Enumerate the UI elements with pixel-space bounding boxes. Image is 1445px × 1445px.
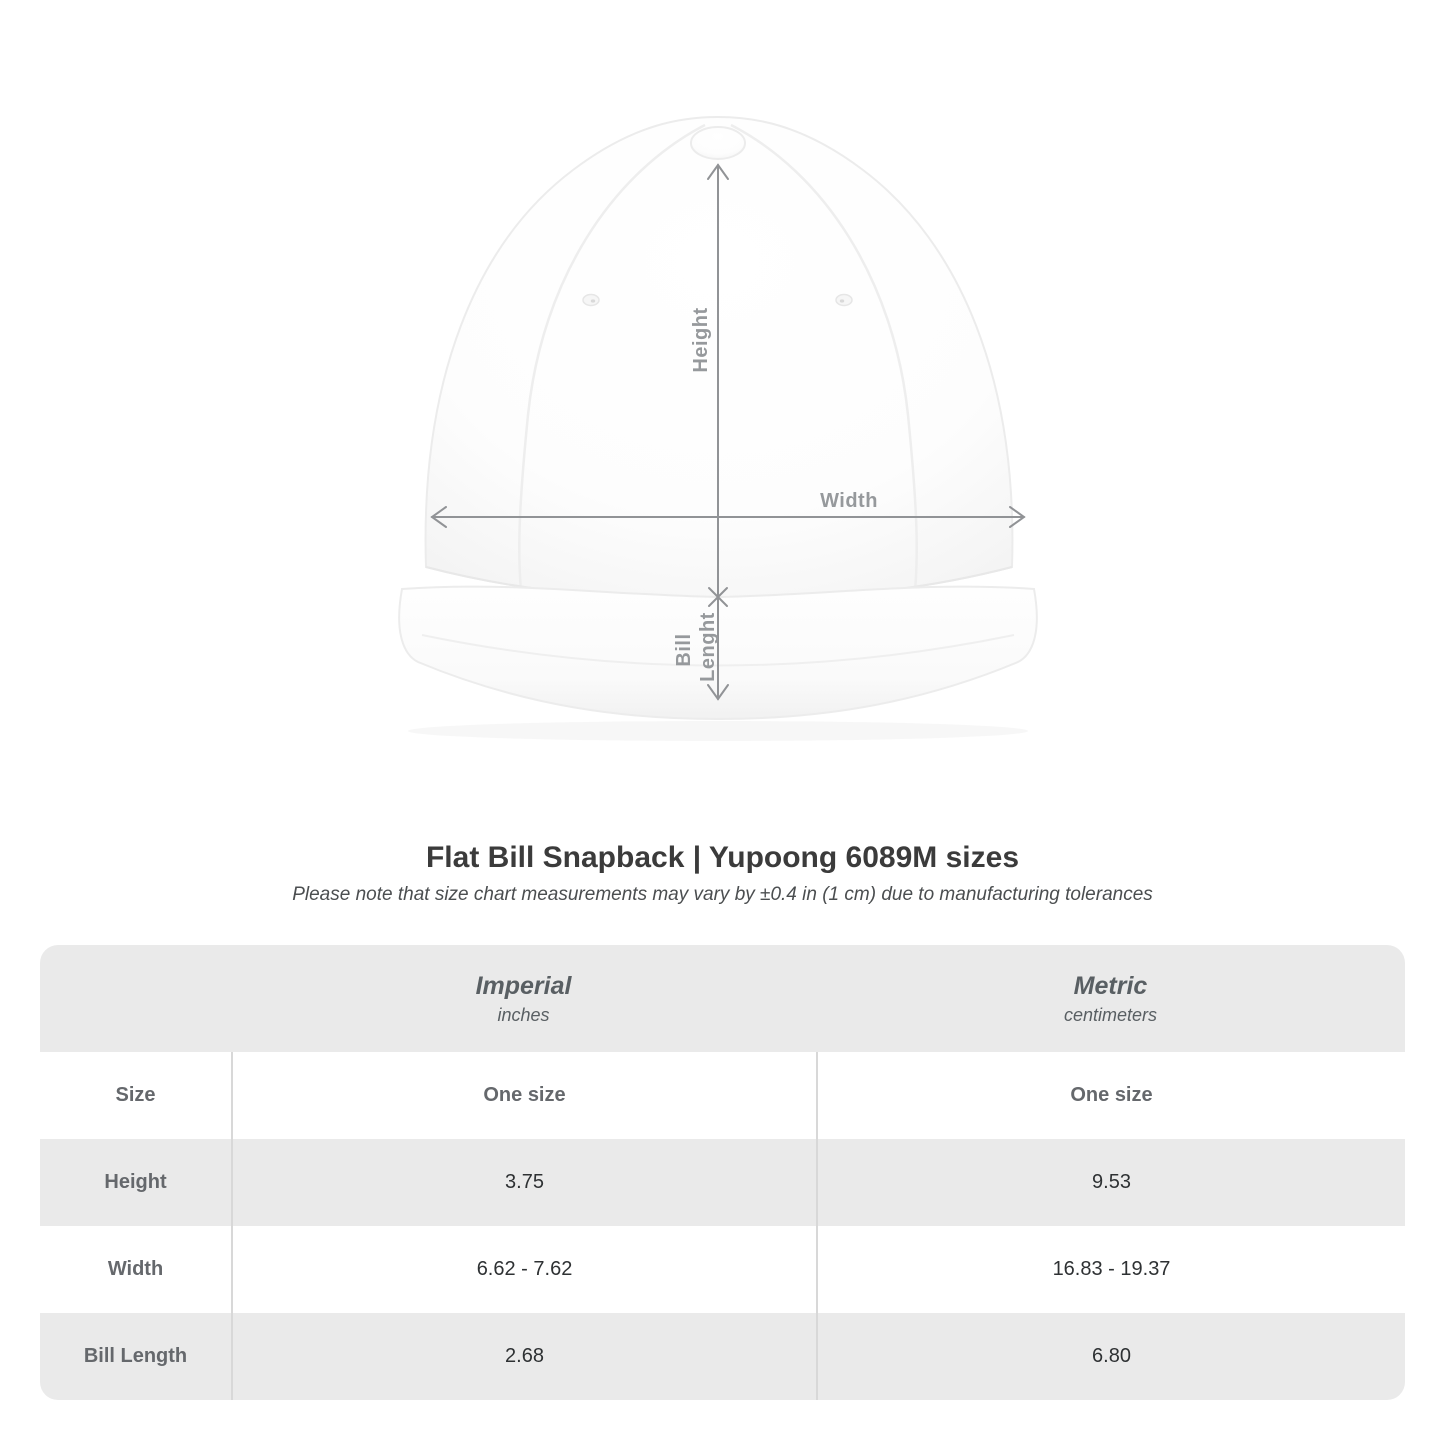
tolerance-note: Please note that size chart measurements may vary by ±0.4 in (1 cm) due to manufacturing tolerances <box>292 884 1153 905</box>
size-imperial-value: One size <box>231 1052 816 1139</box>
imperial-unit: inches <box>497 1004 550 1025</box>
bill-length-metric-value: 6.80 <box>816 1313 1405 1400</box>
table-header-row <box>40 945 1405 1052</box>
header-metric <box>816 972 1405 1026</box>
hat-eyelet-left <box>583 295 599 306</box>
width-dimension-label: Width <box>820 490 878 512</box>
heading-block <box>0 840 1445 907</box>
height-imperial-value: 3.75 <box>231 1139 816 1226</box>
row-label-width: Width <box>107 1258 164 1280</box>
size-metric-value: One size <box>816 1052 1405 1139</box>
bill-length-label-line1: Bill <box>673 633 695 667</box>
bill-length-label-line2: Lenght <box>697 612 719 682</box>
hat-size-diagram <box>390 95 1070 745</box>
snapback-hat-illustration <box>390 95 1070 745</box>
height-metric-value: 9.53 <box>816 1139 1405 1226</box>
row-label-height: Height <box>104 1171 167 1193</box>
hat-top-button <box>691 127 745 159</box>
page-title: Flat Bill Snapback | Yupoong 6089M sizes <box>425 841 1019 874</box>
table-row-width <box>40 1226 1405 1313</box>
bill-length-imperial-value: 2.68 <box>231 1313 816 1400</box>
size-chart-table <box>40 945 1405 1400</box>
width-metric-value: 16.83 - 19.37 <box>816 1226 1405 1313</box>
height-dimension-label: Height <box>690 307 712 373</box>
row-label-bill-length: Bill Length <box>83 1345 188 1367</box>
hat-shadow <box>408 721 1028 741</box>
row-label-size: Size <box>115 1084 156 1106</box>
header-imperial <box>231 972 816 1026</box>
table-row-height <box>40 1139 1405 1226</box>
table-row-bill-length <box>40 1313 1405 1400</box>
width-imperial-value: 6.62 - 7.62 <box>231 1226 816 1313</box>
hat-eyelet-right <box>836 295 852 306</box>
metric-title: Metric <box>1073 971 1148 1000</box>
imperial-title: Imperial <box>475 971 572 1000</box>
table-row-size <box>40 1052 1405 1139</box>
metric-unit: centimeters <box>1063 1004 1158 1025</box>
